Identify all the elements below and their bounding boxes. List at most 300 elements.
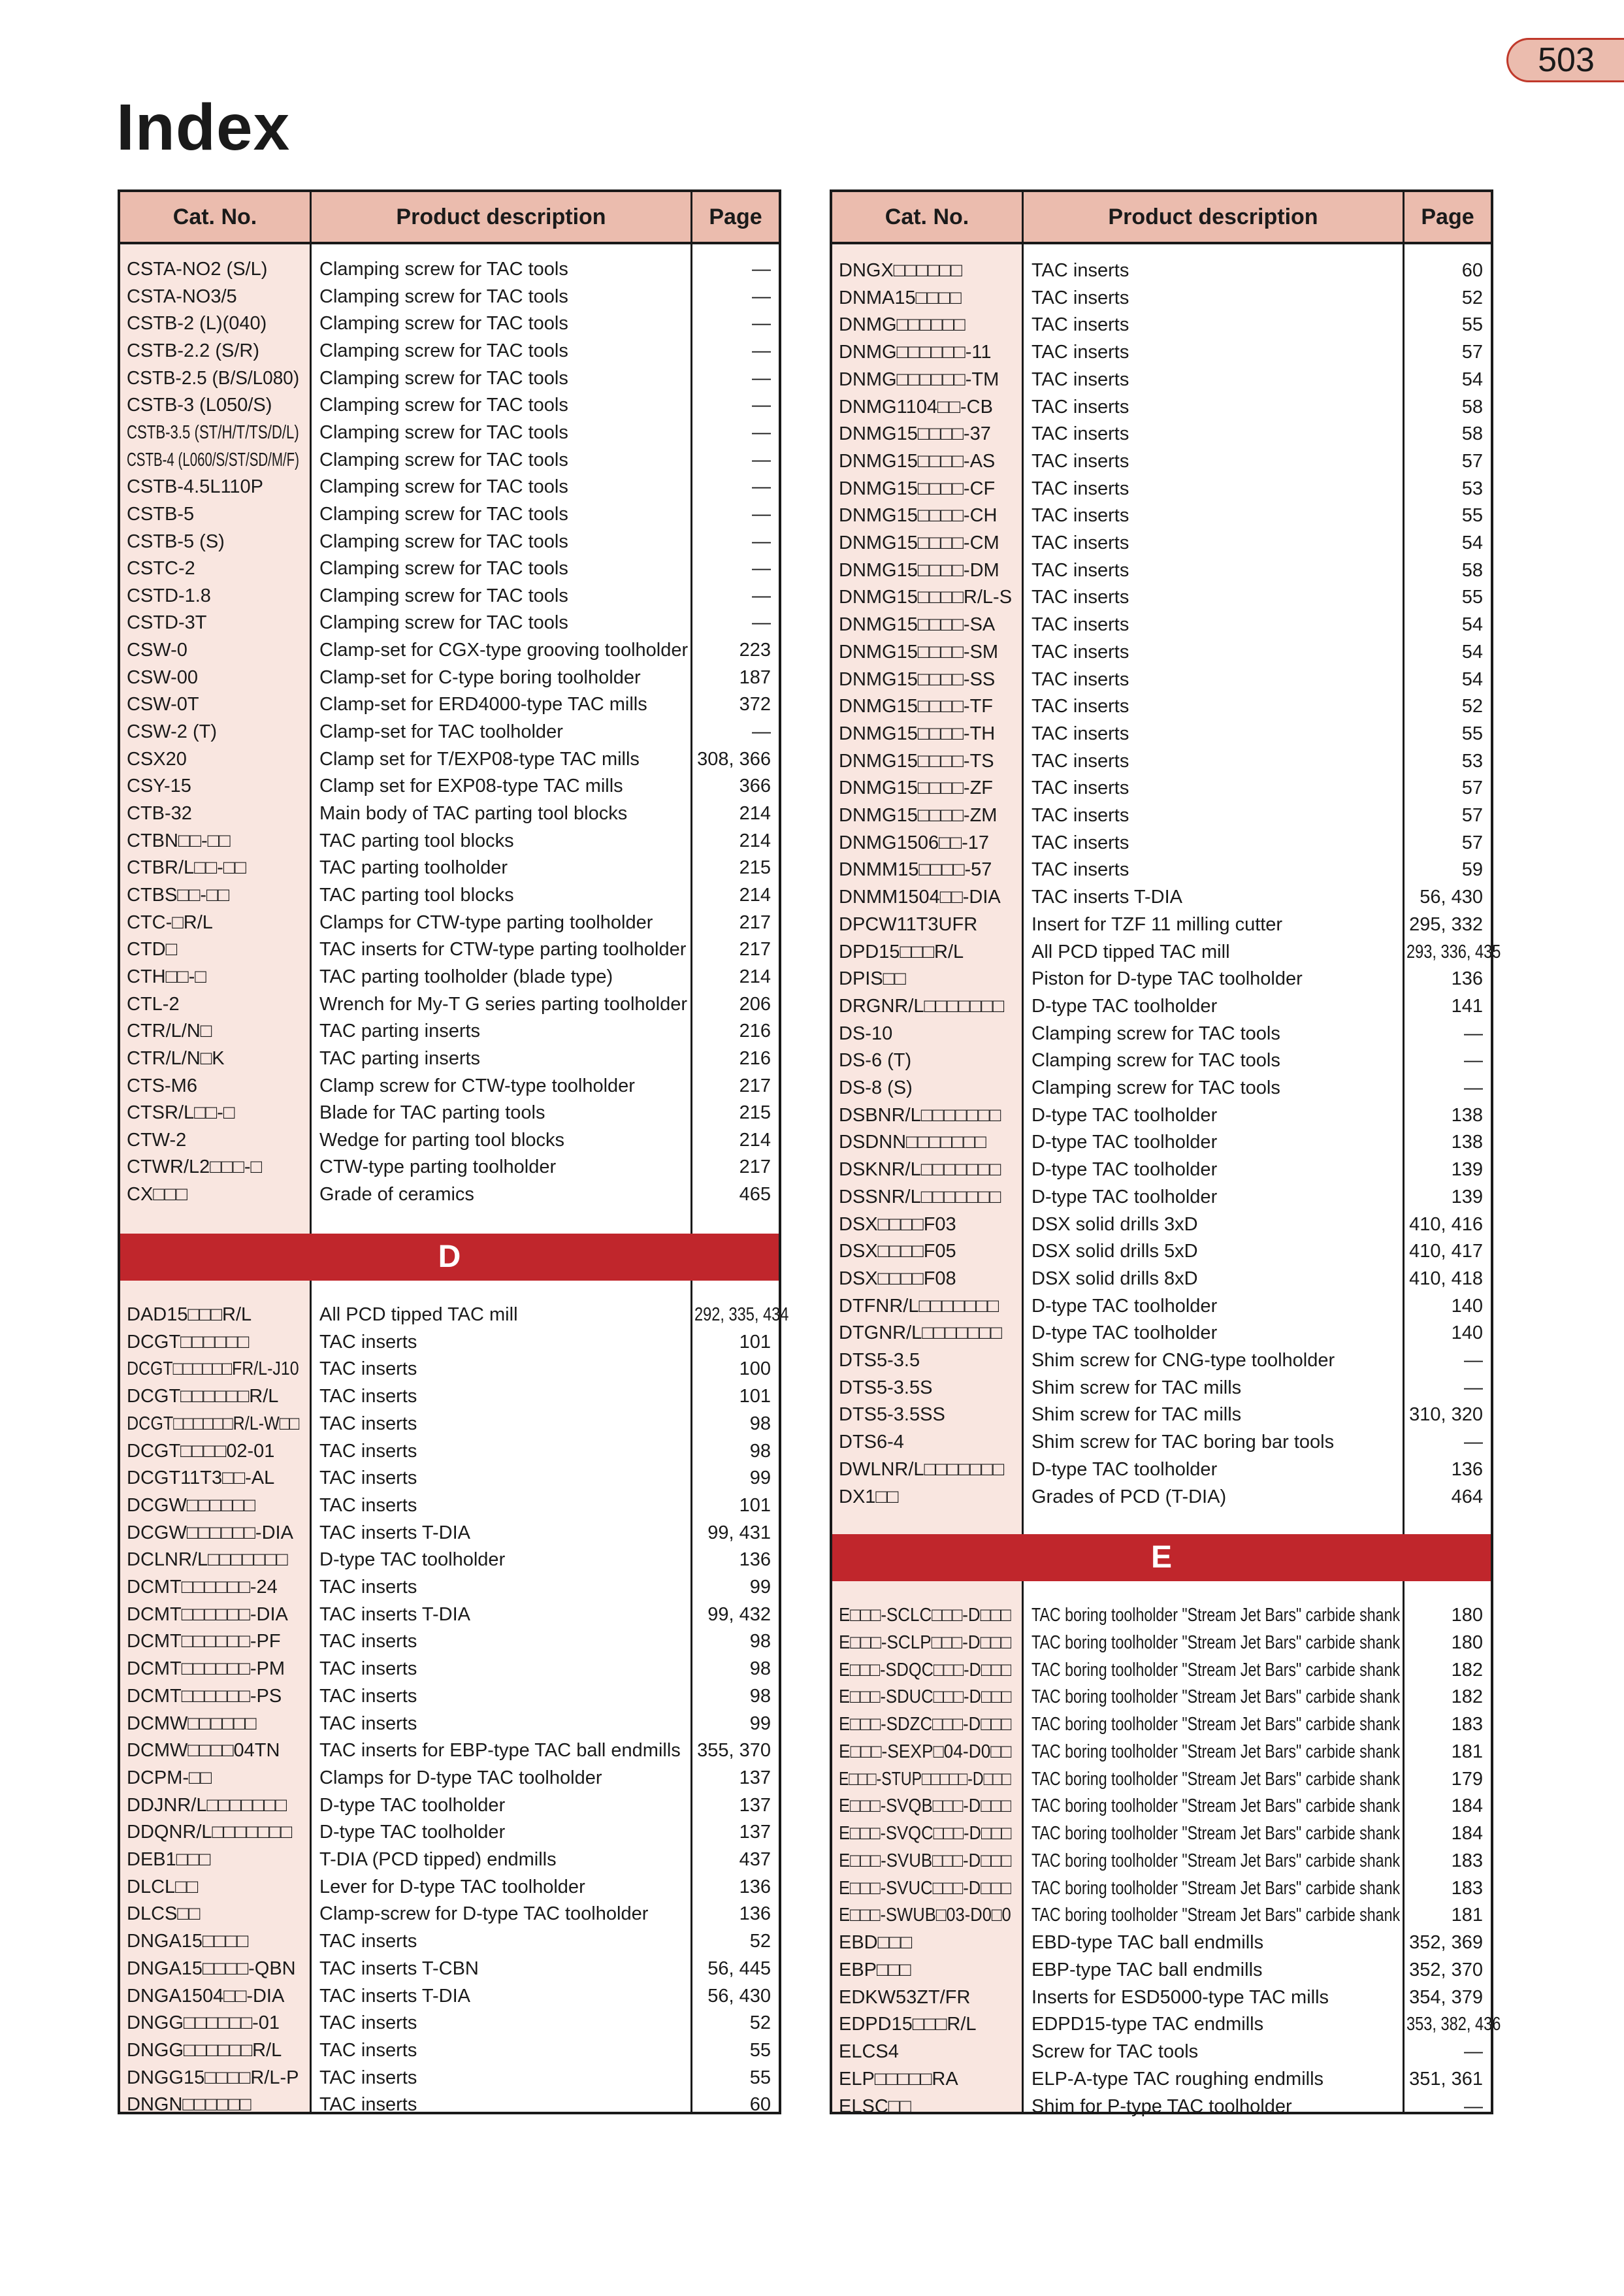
cat-no-cell: DLCL□□ [127,1876,199,1897]
cat-no-cell: DCGT11T3□□-AL [127,1468,275,1489]
description-cell: Clamp-set for CGX-type grooving toolholder [319,640,689,661]
table-row [120,392,779,419]
page-cell: 216 [739,1021,771,1042]
table-row [832,857,1491,884]
page-cell: 98 [749,1658,771,1680]
page-cell: 138 [1451,1132,1483,1153]
page-cell: 410, 417 [1409,1241,1483,1262]
table-row [120,284,779,311]
page-cell: 352, 370 [1409,1959,1483,1980]
table-row [120,910,779,937]
cat-no-cell: DPD15□□□R/L [839,941,964,962]
description-cell: TAC inserts [1031,668,1129,690]
description-cell: Clamp set for EXP08-type TAC mills [319,776,623,797]
description-cell: TAC boring toolholder "Stream Jet Bars" carbide shank [1031,1823,1401,1844]
description-cell: TAC inserts T-CBN [319,1958,479,1979]
table-row [832,1875,1491,1903]
description-cell: TAC boring toolholder "Stream Jet Bars" carbide shank [1031,1714,1401,1735]
table-row [832,1657,1491,1684]
cat-no-cell: ELCS4 [839,2041,899,2062]
page-cell: 180 [1451,1632,1483,1653]
table-row [120,1127,779,1155]
cat-no-cell: CSW-00 [127,666,199,688]
description-cell: D-type TAC toolholder [319,1794,506,1816]
cat-no-cell: DSX□□□□F05 [839,1241,956,1262]
description-cell: Main body of TAC parting tool blocks [319,803,628,824]
description-cell: TAC inserts [319,2012,417,2034]
description-cell: Clamping screw for TAC tools [319,286,568,307]
description-cell: TAC inserts [1031,342,1129,363]
cat-no-cell: E□□□-SVQC□□□-D□□□ [839,1823,1012,1844]
page-cell: 56, 445 [707,1958,771,1979]
table-row [832,339,1491,367]
table-row [832,2011,1501,2039]
cat-no-cell: CTR/L/N□K [127,1047,225,1069]
table-row [832,1129,1491,1156]
page-cell: 99 [749,1468,771,1489]
page-cell: 53 [1461,750,1483,772]
table-row [120,1819,779,1846]
description-cell: TAC inserts [1031,614,1129,636]
cat-no-cell: DNMG15□□□□-AS [839,450,996,472]
description-cell: Clamping screw for TAC tools [319,558,568,580]
table-row [832,584,1491,612]
cat-no-cell: CSW-0 [127,640,187,661]
cat-no-cell: DCLNR/L□□□□□□□ [127,1549,288,1571]
cat-no-cell: E□□□-SVUC□□□-D□□□ [839,1877,1011,1899]
cat-no-cell: EBD□□□ [839,1932,913,1953]
description-cell: EBP-type TAC ball endmills [1031,1959,1263,1980]
page-cell: 57 [1461,342,1483,363]
table-row [120,1073,779,1100]
cat-no-cell: DCMT□□□□□□-24 [127,1577,278,1598]
cat-no-cell: CX□□□ [127,1184,187,1205]
description-cell: Clamping screw for TAC tools [1031,1050,1280,1072]
table-row [120,773,779,800]
table-row [120,664,779,692]
cat-no-cell: CTH□□-□ [127,966,206,987]
cat-no-cell: DCPM-□□ [127,1767,212,1788]
table-row [832,1957,1491,1984]
page-cell: 216 [739,1047,771,1069]
table-row [120,1928,779,1956]
description-cell: TAC inserts [319,2039,417,2061]
table-row [832,666,1491,694]
description-cell: TAC inserts [319,2067,417,2088]
description-cell: TAC inserts [1031,805,1129,826]
page-cell: 372 [739,694,771,715]
page-cell: — [752,558,771,580]
page-cell: 184 [1451,1823,1483,1844]
page-cell: 136 [739,1903,771,1925]
page-cell: — [752,476,771,498]
table-row [120,501,779,529]
page-cell: 353, 382, 436 [1406,2014,1501,2035]
page-cell: — [752,259,771,280]
cat-no-cell: DNMG15□□□□R/L-S [839,587,1013,608]
description-cell: TAC inserts [1031,478,1129,499]
table-row [832,884,1491,911]
page-cell: 98 [749,1440,771,1462]
cat-no-cell: DNGX□□□□□□ [839,260,962,281]
table-row [120,1656,779,1683]
description-cell: TAC inserts T-DIA [319,1522,470,1543]
table-row [832,530,1491,557]
description-cell: EBD-type TAC ball endmills [1031,1932,1264,1953]
description-cell: TAC boring toolholder "Stream Jet Bars" carbide shank [1031,1632,1401,1653]
page-cell: — [1464,2095,1483,2117]
description-cell: TAC inserts [319,1440,417,1462]
page-cell: 352, 369 [1409,1932,1483,1953]
page-cell: 58 [1461,396,1483,418]
page-cell: 57 [1461,805,1483,826]
table-row [120,855,779,882]
description-cell: Shim screw for TAC mills [1031,1377,1242,1398]
cat-no-cell: CTBR/L□□-□□ [127,857,246,879]
header-description: Product description [396,205,606,229]
table-row [120,1520,779,1547]
page-cell: 99 [749,1577,771,1598]
table-row [120,1628,779,1656]
description-cell: TAC inserts [319,1413,417,1434]
table-row [120,1601,779,1629]
page-cell: 410, 416 [1409,1213,1483,1235]
description-cell: TAC boring toolholder "Stream Jet Bars" carbide shank [1031,1741,1401,1762]
description-cell: TAC boring toolholder "Stream Jet Bars" carbide shank [1031,1877,1401,1899]
description-cell: Clamping screw for TAC tools [1031,1023,1280,1044]
cat-no-cell: DCGT□□□□□□FR/L-J10 [127,1358,299,1380]
page-cell: 187 [739,666,771,688]
description-cell: TAC inserts [1031,641,1129,663]
cat-no-cell: DNMG1104□□-CB [839,396,993,418]
cat-no-cell: DNGG15□□□□R/L-P [127,2067,299,2088]
description-cell: Lever for D-type TAC toolholder [319,1876,585,1897]
page-cell: 137 [739,1767,771,1788]
cat-no-cell: E□□□-SWUB□03-D0□0 [839,1905,1011,1926]
page-cell: 217 [739,1075,771,1096]
cat-no-cell: E□□□-SCLC□□□-D□□□ [839,1605,1011,1626]
description-cell: Insert for TZF 11 milling cutter [1031,913,1283,935]
page-cell: — [752,503,771,525]
description-cell: TAC inserts [319,1577,417,1598]
page-cell: — [1464,1077,1483,1098]
page-cell: 55 [749,2039,771,2061]
table-row [832,557,1491,585]
cat-no-cell: DCGW□□□□□□ [127,1494,255,1516]
description-cell: Wrench for My-T G series parting toolholder [319,993,688,1015]
cat-no-cell: DTGNR/L□□□□□□□ [839,1322,1002,1344]
table-row [120,719,779,746]
table-row [120,2065,779,2092]
page-cell: 410, 418 [1409,1268,1483,1289]
page-cell: 137 [739,1794,771,1816]
page-cell: 98 [749,1685,771,1707]
description-cell: TAC inserts [319,1631,417,1652]
page-cell: — [752,721,771,743]
cat-no-cell: CSTB-2.2 (S/R) [127,340,260,361]
table-row [832,502,1491,530]
description-cell: Shim for P-type TAC toolholder [1031,2095,1292,2117]
page-cell: 214 [739,966,771,987]
cat-no-cell: CSTB-3 (L050/S) [127,395,272,416]
header-page: Page [1421,205,1474,229]
description-cell: Grade of ceramics [319,1184,474,1205]
page-cell: 52 [1461,696,1483,717]
table-row [120,529,779,556]
description-cell: TAC parting toolholder [319,857,508,879]
section-header-d: D [120,1234,779,1281]
description-cell: T-DIA (PCD tipped) endmills [319,1849,557,1870]
table-row [832,1293,1491,1320]
cat-no-cell: DNMG15□□□□-CM [839,533,999,553]
table-row [120,555,779,583]
description-cell: TAC boring toolholder "Stream Jet Bars" carbide shank [1031,1905,1401,1926]
page-cell: — [1464,1377,1483,1398]
cat-no-cell: DSSNR/L□□□□□□□ [839,1186,1001,1207]
cat-no-cell: DS-8 (S) [839,1077,913,1098]
table-row [120,800,779,828]
table-row [832,693,1491,721]
cat-no-cell: DCGW□□□□□□-DIA [127,1522,293,1543]
cat-no-cell: DCGT□□□□□□R/L [127,1386,279,1407]
cat-no-cell: DNMA15□□□□ [839,287,962,308]
description-cell: Clamps for D-type TAC toolholder [319,1767,602,1788]
description-cell: TAC inserts [319,1494,417,1516]
cat-no-cell: DSX□□□□F03 [839,1213,956,1235]
table-row [120,991,779,1019]
cat-no-cell: E□□□-SVUB□□□-D□□□ [839,1850,1012,1871]
description-cell: TAC inserts [1031,450,1129,472]
cat-no-cell: CSX20 [127,748,187,770]
table-row [120,936,779,964]
cat-no-cell: CTC-□R/L [127,911,213,933]
cat-no-cell: DTS5-3.5SS [839,1404,945,1426]
page-cell: 139 [1451,1159,1483,1181]
table-row [832,2066,1491,2093]
description-cell: TAC boring toolholder "Stream Jet Bars" carbide shank [1031,1659,1401,1681]
cat-no-cell: ELP□□□□□RA [839,2068,958,2090]
cat-no-cell: DNGG□□□□□□-01 [127,2012,280,2034]
page-cell: 295, 332 [1409,913,1483,935]
page-cell: 54 [1461,614,1483,636]
cat-no-cell: DNMG15□□□□-SA [839,614,996,636]
page-cell: — [752,286,771,307]
page-cell: 182 [1451,1659,1483,1681]
cat-no-cell: EDKW53ZT/FR [839,1986,971,2008]
page-cell: — [752,421,771,443]
table-row [120,1547,779,1574]
table-row [120,365,779,393]
page-cell: 54 [1461,533,1483,553]
cat-no-cell: DNMG15□□□□-TH [839,723,996,744]
table-row [832,1684,1491,1711]
table-row [120,583,779,610]
page-cell: 52 [749,1931,771,1952]
page-cell: 60 [1461,260,1483,281]
table-row [832,939,1501,966]
page-cell: 215 [739,857,771,879]
description-cell: TAC inserts for EBP-type TAC ball endmills [319,1740,681,1762]
table-row [832,612,1491,639]
table-row [120,1356,779,1383]
table-row [832,421,1491,448]
cat-no-cell: E□□□-SDQC□□□-D□□□ [839,1659,1012,1681]
cat-no-cell: DLCS□□ [127,1903,201,1925]
description-cell: TAC inserts [1031,559,1129,581]
description-cell: TAC inserts [319,1331,417,1353]
description-cell: Shim screw for CNG-type toolholder [1031,1350,1335,1371]
page-cell: 58 [1461,559,1483,581]
table-row [832,1711,1491,1739]
cat-no-cell: DTS5-3.5S [839,1377,933,1398]
page-cell: 179 [1451,1768,1483,1790]
description-cell: Clamps for CTW-type parting toolholder [319,911,653,933]
page-cell: — [752,395,771,416]
page-cell: 100 [739,1358,771,1380]
description-cell: TAC inserts [319,1468,417,1489]
description-cell: Shim screw for TAC mills [1031,1404,1242,1426]
cat-no-cell: CTD□ [127,939,178,960]
page-cell: 99 [749,1713,771,1734]
description-cell: Clamp set for T/EXP08-type TAC mills [319,748,640,770]
cat-no-cell: DNMG15□□□□-TS [839,750,994,772]
description-cell: TAC boring toolholder "Stream Jet Bars" carbide shank [1031,1768,1401,1790]
table-row [832,476,1491,503]
table-row [832,911,1491,939]
description-cell: TAC inserts [1031,423,1129,445]
description-cell: TAC inserts [1031,533,1129,553]
page-cell: 136 [739,1549,771,1571]
description-cell: Shim screw for TAC boring bar tools [1031,1432,1335,1453]
page-cell: — [752,531,771,552]
page-cell: 58 [1461,423,1483,445]
cat-no-cell: DCMW□□□□□□ [127,1713,257,1734]
page-cell: 217 [739,939,771,960]
table-row [832,1047,1491,1075]
table-row [832,257,1491,285]
cat-no-cell: E□□□-SDZC□□□-D□□□ [839,1714,1012,1735]
cat-no-cell: DNMG15□□□□-ZF [839,778,994,799]
description-cell: TAC parting inserts [319,1047,481,1069]
cat-no-cell: CTSR/L□□-□ [127,1102,235,1124]
cat-no-cell: DWLNR/L□□□□□□□ [839,1458,1005,1480]
table-row [832,639,1491,666]
description-cell: TAC inserts [1031,750,1129,772]
table-row [832,721,1491,748]
description-cell: D-type TAC toolholder [1031,1322,1218,1344]
table-row [120,1711,779,1738]
page-cell: 181 [1451,1905,1483,1926]
table-row [120,1492,779,1520]
cat-no-cell: EBP□□□ [839,1959,911,1980]
page-cell: 101 [739,1331,771,1353]
description-cell: TAC inserts [319,1931,417,1952]
description-cell: TAC inserts [1031,859,1129,881]
description-cell: ELP-A-type TAC roughing endmills [1031,2068,1324,2090]
index-table-left [118,189,789,2116]
cat-no-cell: DS-6 (T) [839,1050,912,1072]
table-row [832,367,1491,394]
page-cell: 181 [1451,1741,1483,1762]
table-row [832,1793,1491,1820]
cat-no-cell: DNMG□□□□□□-11 [839,342,992,363]
cat-no-cell: DNMG15□□□□-CF [839,478,996,499]
page-cell: 136 [739,1876,771,1897]
table-row [120,1018,779,1045]
page-cell: 54 [1461,641,1483,663]
table-row [832,1021,1491,1048]
description-cell: TAC inserts [1031,260,1129,281]
cat-no-cell: DCMT□□□□□□-PF [127,1631,281,1652]
description-cell: D-type TAC toolholder [1031,995,1218,1017]
page-cell: 184 [1451,1796,1483,1817]
cat-no-cell: E□□□-SDUC□□□-D□□□ [839,1686,1012,1708]
page-cell: 215 [739,1102,771,1124]
table-row [120,1792,779,1820]
description-cell: Clamping screw for TAC tools [319,476,568,498]
table-row [832,285,1491,312]
cat-no-cell: DAD15□□□R/L [127,1304,252,1325]
page-cell: 308, 366 [697,748,771,770]
description-cell: Clamping screw for TAC tools [319,449,568,470]
table-row [120,1329,779,1356]
page-cell: 136 [1451,968,1483,990]
table-row [120,1438,779,1466]
table-row [120,882,779,910]
cat-no-cell: CTR/L/N□ [127,1021,212,1042]
table-row [120,610,779,637]
table-row [120,746,779,774]
cat-no-cell: DSKNR/L□□□□□□□ [839,1159,1001,1181]
cat-no-cell: E□□□-STUP□□□□□-D□□□ [839,1768,1011,1790]
description-cell: Wedge for parting tool blocks [319,1129,565,1151]
table-row [120,2037,779,2065]
cat-no-cell: CTBN□□-□□ [127,830,231,851]
table-row [832,1211,1491,1239]
description-cell: D-type TAC toolholder [1031,1295,1218,1317]
cat-no-cell: E□□□-SEXP□04-D0□□ [839,1741,1012,1762]
description-cell: D-type TAC toolholder [319,1549,506,1571]
cat-no-cell: DNGA15□□□□-QBN [127,1958,296,1979]
table-row [832,1902,1491,1929]
description-cell: Inserts for ESD5000-type TAC mills [1031,1986,1329,2008]
cat-no-cell: CTL-2 [127,993,180,1015]
page-cell: 53 [1461,478,1483,499]
description-cell: TAC inserts [1031,505,1129,527]
page-cell: 99, 431 [707,1522,771,1543]
table-row [120,1901,779,1928]
table-row [832,448,1491,476]
page-cell: 141 [1451,995,1483,1017]
cat-no-cell: DNMG15□□□□-SS [839,668,996,690]
index-table-right [830,189,1501,2117]
description-cell: DSX solid drills 3xD [1031,1213,1198,1235]
description-cell: D-type TAC toolholder [1031,1159,1218,1181]
table-row [832,1320,1491,1347]
table-row [120,637,779,664]
cat-no-cell: DNMG15□□□□-DM [839,559,999,581]
description-cell: TAC inserts T-DIA [319,1603,470,1625]
page-cell: 180 [1451,1605,1483,1626]
description-cell: Clamping screw for TAC tools [319,395,568,416]
cat-no-cell: DCMT□□□□□□-DIA [127,1603,288,1625]
cat-no-cell: DNMM15□□□□-57 [839,859,992,881]
description-cell: All PCD tipped TAC mill [1031,941,1230,962]
description-cell: TAC boring toolholder "Stream Jet Bars" carbide shank [1031,1850,1401,1871]
description-cell: Clamp-screw for D-type TAC toolholder [319,1903,649,1925]
page-cell: 52 [1461,287,1483,308]
page-cell: 292, 335, 434 [694,1304,789,1325]
